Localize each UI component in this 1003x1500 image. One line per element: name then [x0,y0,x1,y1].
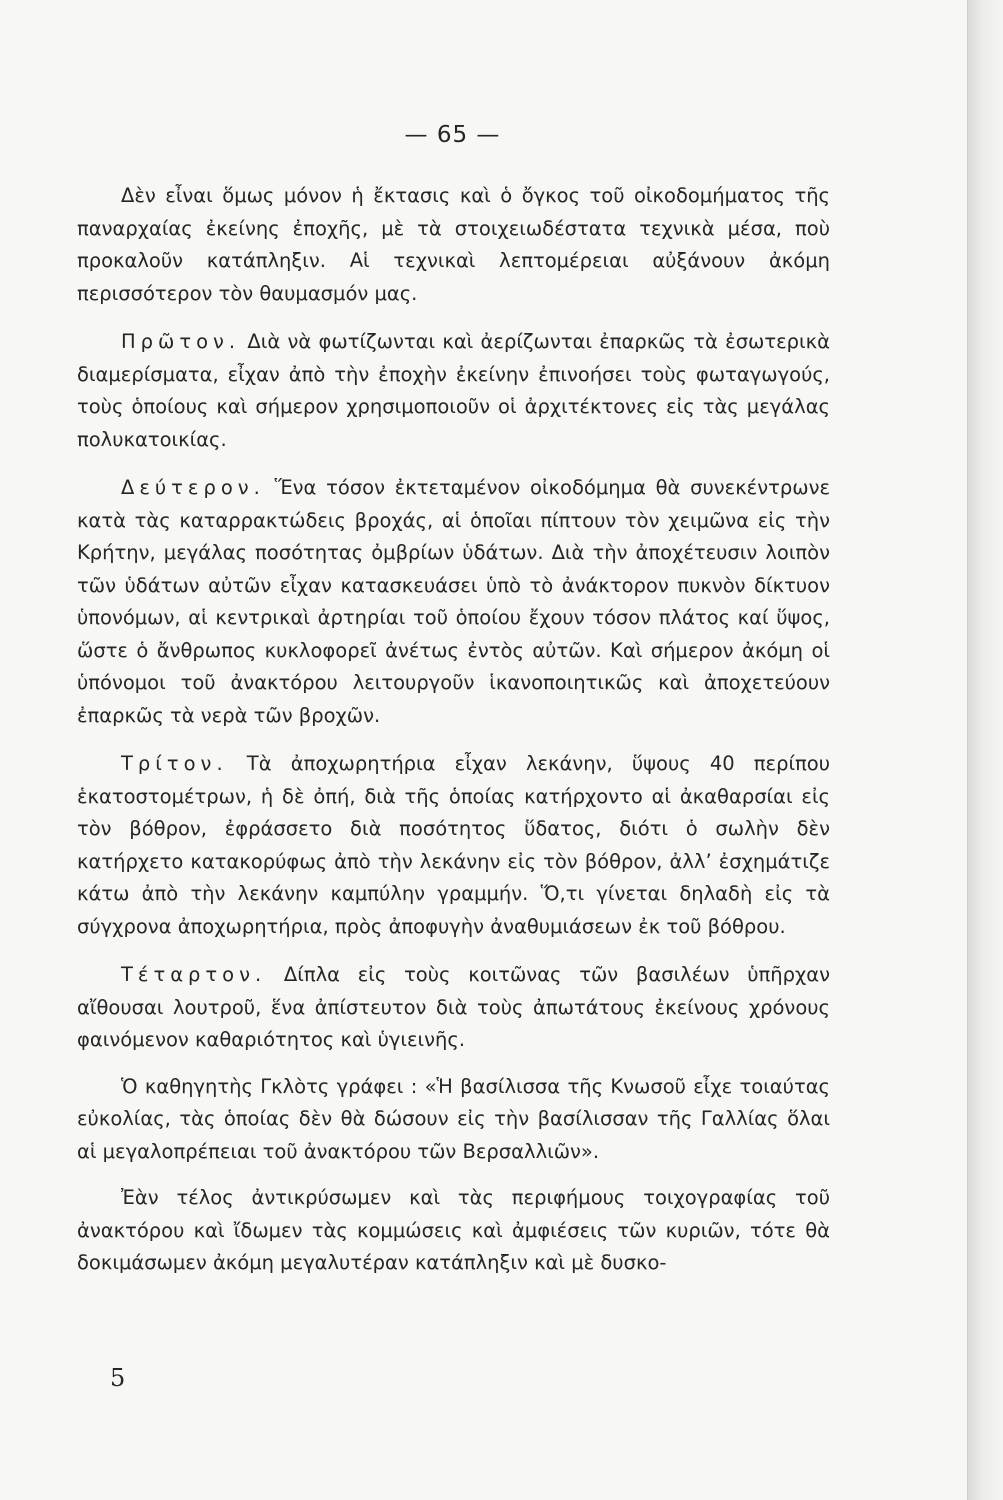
paragraph-2-text: Διὰ νὰ φωτίζωνται καὶ ἀερίζωνται ἐπαρκῶς τὰ ἐσωτερικὰ διαμερίσματα, εἶχαν ἀπὸ τὴν ἐποχὴν ἐκείνην ἐπινοήσει τοὺς φωταγωγούς, τοὺς ὁποίους καὶ σήμερον χρησιμοποιοῦν οἱ ἀρχιτέκτονες εἰς τὰς μεγάλας πολυκατοικίας. [77,330,830,451]
paragraph-2 [77,326,830,456]
paragraph-2-lead: Πρῶτον. [121,330,241,353]
paragraph-1-text: Δὲν εἶναι ὅμως μόνον ἡ ἔκτασις καὶ ὁ ὄγκος τοῦ οἰκοδομήματος τῆς παναρχαίας ἐκείνης ἐποχῆς, μὲ τὰ στοιχειωδέστατα τεχνικὰ μέσα, ποὺ προκαλοῦν κατάπληξιν. Αἱ τεχνικαὶ λεπτομέρειαι αὐξάνουν ἀκόμη περισσότερον τὸν θαυμασμόν μας. [77,184,830,305]
paragraph-4 [77,748,830,943]
page-number: — 65 — [404,122,501,148]
paragraph-5-text: Δίπλα εἰς τοὺς κοιτῶνας τῶν βασιλέων ὑπῆρχαν αἴθουσαι λουτροῦ, ἕνα ἀπίστευτον διὰ τοὺς ἀπωτάτους ἐκείνους χρόνους φαινόμενον καθαριότητος καὶ ὑγιεινῆς. [77,963,830,1051]
paragraph-3-text: Ἕνα τόσον ἐκτεταμένον οἰκοδόμημα θὰ συνεκέντρωνε κατὰ τὰς καταρρακτώδεις βροχάς, αἱ ὁποῖαι πίπτουν τὸν χειμῶνα εἰς τὴν Κρήτην, μεγάλας ποσότητας ὀμβρίων ὑδάτων. Διὰ τὴν ἀποχέτευσιν λοιπὸν τῶν ὑδάτων αὐτῶν εἶχαν κατασκευάσει ὑπὸ τὸ ἀνάκτορον πυκνὸν δίκτυον ὑπονόμων, αἱ κεντρικαὶ ἀρτηρίαι τοῦ ὁποίου ἔχουν τόσον πλάτος καί ὕψος, ὥστε ὁ ἄνθρωπος κυκλοφορεῖ ἀνέτως ἐντὸς αὐτῶν. Καὶ σήμερον ἀκόμη οἱ ὑπόνομοι τοῦ ἀνακτόρου λειτουργοῦν ἱκανοποιητικῶς καὶ ἀποχετεύουν ἐπαρκῶς τὰ νερὰ τῶν βροχῶν. [77,476,830,727]
page-edge-strip [967,0,1003,1500]
paragraph-6-text: Ὁ καθηγητὴς Γκλὸτς γράφει : «Ἡ βασίλισσα τῆς Κνωσοῦ εἶχε τοιαύτας εὐκολίας, τὰς ὁποίας δὲν θὰ δώσουν εἰς τὴν βασίλισσαν τῆς Γαλλίας ὅλαι αἱ μεγαλοπρέπειαι τοῦ ἀνακτόρου τῶν Βερσαλλιῶν». [77,1074,830,1163]
paragraph-3 [77,472,830,732]
paragraph-7-text: Ἐὰν τέλος ἀντικρύσωμεν καὶ τὰς περιφήμους τοιχογραφίας τοῦ ἀνακτόρου καὶ ἴδωμεν τὰς κομμώσεις καὶ ἀμφιέσεις τῶν κυριῶν, τότε θὰ δοκιμάσωμεν ἀκόμη μεγαλυτέραν κατάπληξιν καὶ μὲ δυσκο- [77,1186,830,1274]
paragraph-4-text: Τὰ ἀποχωρητήρια εἶχαν λεκάνην, ὕψους 40 περίπου ἑκατοστομέτρων, ἡ δὲ ὀπή, διὰ τῆς ὁποίας κατήρχοντο αἱ ἀκαθαρσίαι εἰς τὸν βόθρον, ἐφράσσετο διὰ ποσότητος ὕδατος, διότι ὁ σωλὴν δὲν κατήρχετο κατακορύφως ἀπὸ τὴν λεκάνην εἰς τὸν βόθρον, ἀλλ’ ἐσχημάτιζε κάτω ἀπὸ τὴν λεκάνην καμπύλην γραμμήν. Ὅ,τι γίνεται δηλαδὴ εἰς τὰ σύγχρονα ἀποχωρητήρια, πρὸς ἀποφυγὴν ἀναθυμιάσεων ἐκ τοῦ βόθρου. [77,752,830,938]
paragraph-5 [77,959,830,1057]
paragraph-5-lead: Τέταρτον. [121,963,267,986]
paragraph-1 [77,180,830,310]
paragraph-3-lead: Δεύτερον. [121,476,265,499]
paragraph-6 [77,1071,830,1169]
paragraph-7 [77,1182,830,1280]
body-text [77,180,830,1296]
printer-signature-mark: 5 [110,1364,126,1392]
paragraph-4-lead: Τρίτον. [121,752,228,775]
